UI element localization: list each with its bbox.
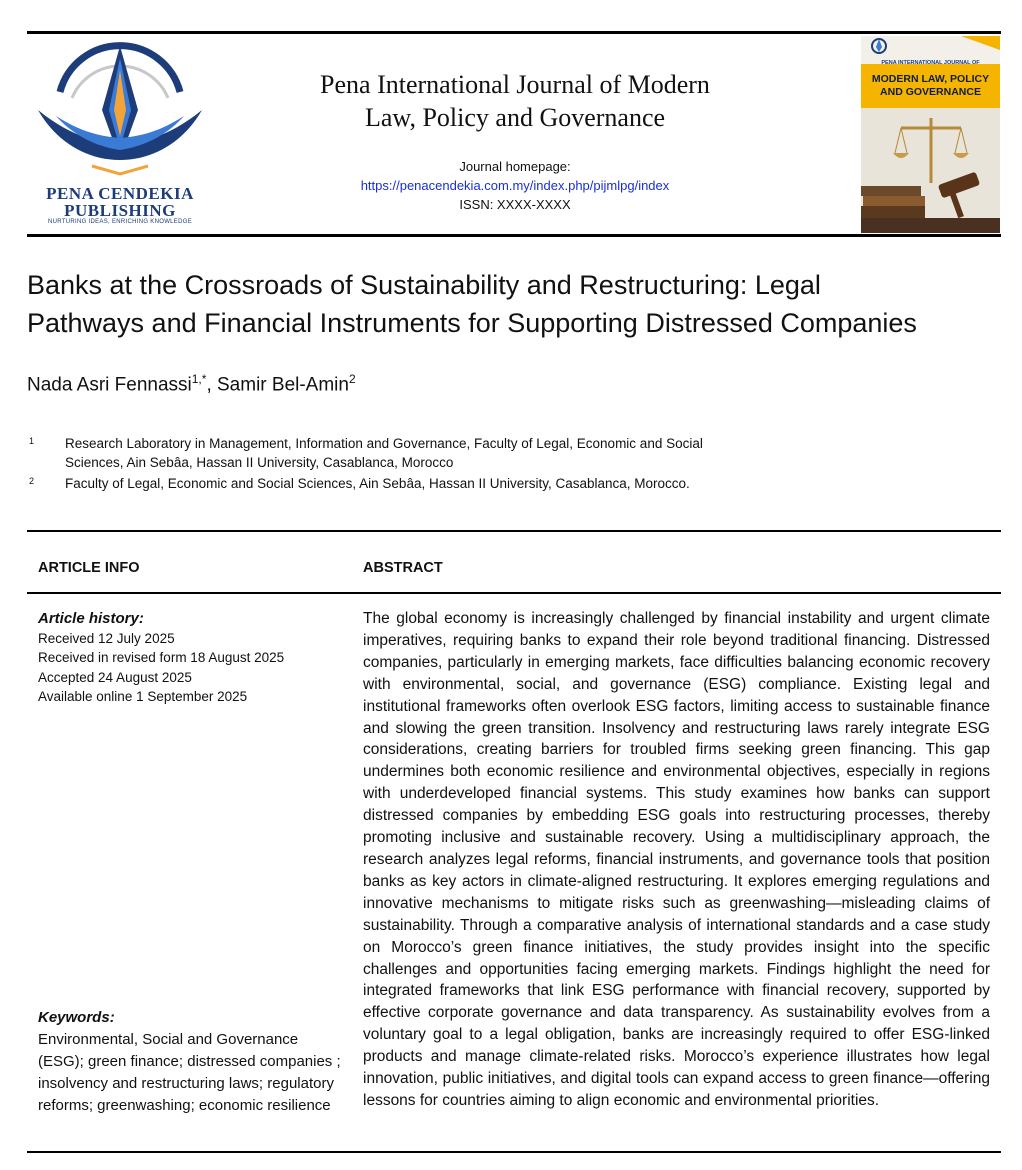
author-affiliation-mark: 2 xyxy=(348,372,356,386)
author-name: Samir Bel-Amin xyxy=(217,374,349,396)
online-date: Available online 1 September 2025 xyxy=(38,689,248,705)
affiliation-number: 2 xyxy=(29,476,35,486)
cover-title-line1: MODERN LAW, POLICY xyxy=(871,73,990,85)
section-header-rule xyxy=(27,592,1001,594)
homepage-label: Journal homepage: xyxy=(459,159,571,174)
paper-title xyxy=(27,266,1007,342)
affiliation-text: Sciences, Ain Sebâa, Hassan II University, Casablanca, Morocco xyxy=(65,455,454,470)
paper-title-line1: Banks at the Crossroads of Sustainability and Restructuring: Legal xyxy=(27,270,821,300)
cover-logo-icon xyxy=(861,36,1000,60)
journal-cover xyxy=(861,36,1000,233)
article-history-label: Article history: xyxy=(38,610,144,627)
keywords-label: Keywords: xyxy=(38,1009,115,1026)
affiliation-number: 1 xyxy=(29,436,35,446)
journal-title-line2: Law, Policy and Governance xyxy=(364,103,666,132)
abstract-heading: ABSTRACT xyxy=(363,560,443,576)
article-info-heading: ARTICLE INFO xyxy=(38,560,140,576)
abstract-text: The global economy is increasingly challenged by financial instability and urgent climate imperatives, requiring banks to expand their role beyond traditional financing. Distressed companies, particularly in emerging markets, face difficulties balancing economic recovery with environmental, social, and governance (ESG) compliance. Existing legal and institutional frameworks often overlook ESG factors, limiting access to sustainable finance and slowing the green transition. Insolvency and restructuring laws rarely integrate ESG considerations, creating barriers for troubled firms seeking green financing. This gap undermines both economic resilience and environmental objectives, especially in regions with underdeveloped financial systems. This study examines how banks can support distressed companies by embedding ESG goals into restructuring processes, thereby promoting inclusive and sustainable recovery. Using a multidisciplinary approach, the research analyzes legal reforms, financial instruments, and governance tools that position banks as key actors in climate-aligned restructuring. It explores emerging regulations and innovative mechanisms to mitigate risks such as greenwashing—misleading claims of sustainability. Through a comparative analysis of international standards and a case study on Morocco’s green finance initiatives, the study provides insight into the specific challenges and opportunities facing emerging markets. Findings highlight the need for integrated frameworks that link ESG performance with financial recovery, supported by effective corporate governance and data transparency. As sustainability evolves from a voluntary goal to a legal obligation, banks are increasingly required to offer ESG-linked products and manage climate-related risks. Morocco’s experience illustrates how legal innovation, public initiatives, and digital tools can expand access to green finance—offering lessons for countries aiming to align economic and environmental priorities. xyxy=(363,610,990,1109)
publisher-tagline: NURTURING IDEAS, ENRICHING KNOWLEDGE xyxy=(47,219,193,225)
article-history xyxy=(38,609,284,707)
author-name: Nada Asri Fennassi xyxy=(27,374,192,396)
keywords xyxy=(38,1007,343,1117)
homepage-link[interactable]: https://penacendekia.com.my/index.php/pijmlpg/index xyxy=(360,178,670,193)
publisher-name-line2: PUBLISHING xyxy=(64,201,176,220)
cover-title xyxy=(861,73,1000,99)
accepted-date: Accepted 24 August 2025 xyxy=(38,669,192,685)
top-rule xyxy=(27,31,1001,34)
publisher-name-line1: PENA CENDEKIA xyxy=(46,184,194,203)
cover-title-line2: AND GOVERNANCE xyxy=(880,86,981,98)
keywords-text: Environmental, Social and Governance (ESG); green finance; distressed companies ; insolvency and restructuring laws; regulatory reforms; greenwashing; economic resilience xyxy=(38,1030,341,1114)
affiliation-text: Faculty of Legal, Economic and Social Sciences, Ain Sebâa, Hassan II University, Casablanca, Morocco. xyxy=(65,476,690,491)
author-affiliation-mark: 1,* xyxy=(191,372,207,386)
header-bottom-rule xyxy=(27,234,1001,237)
received-date: Received 12 July 2025 xyxy=(38,630,175,646)
issn: ISSN: XXXX-XXXX xyxy=(459,197,571,212)
journal-meta xyxy=(250,157,780,214)
journal-title-line1: Pena International Journal of Modern xyxy=(320,70,710,99)
journal-title xyxy=(250,68,780,134)
paper-title-line2: Pathways and Financial Instruments for Supporting Distressed Companies xyxy=(27,308,917,338)
revised-date: Received in revised form 18 August 2025 xyxy=(38,650,285,666)
cover-small-title: PENA INTERNATIONAL JOURNAL OF xyxy=(881,60,980,66)
affiliation-text: Research Laboratory in Management, Information and Governance, Faculty of Legal, Economic and Social xyxy=(65,436,703,451)
scales-of-justice-icon xyxy=(861,108,1000,233)
author-separator: , xyxy=(206,374,217,396)
bottom-rule xyxy=(27,1151,1001,1153)
section-top-rule xyxy=(27,530,1001,532)
authors xyxy=(27,372,356,396)
